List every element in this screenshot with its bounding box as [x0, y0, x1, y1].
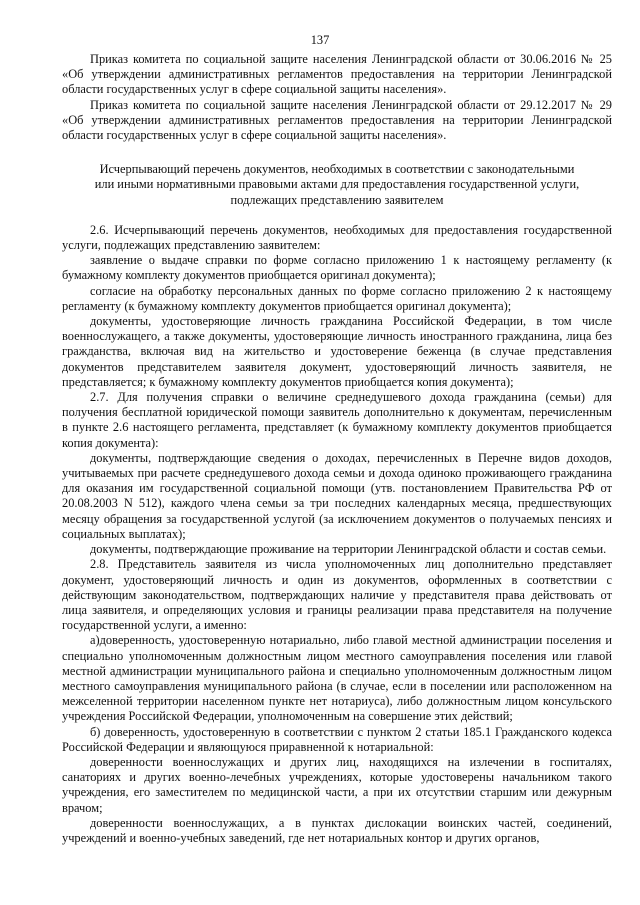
paragraph: 2.7. Для получения справки о величине среднедушевого дохода гражданина (семьи) для получения бесплатной юридической помощи заявитель дополнительно к документам, перечисленным в пункте 2.6 настоящего регламента, представляет (к бумажному комплекту документов приобщается копия документа):	[62, 390, 612, 450]
paragraph: согласие на обработку персональных данных по форме согласно приложению 2 к настоящему регламенту (к бумажному комплекту документов приобщается оригинал документа);	[62, 283, 612, 313]
heading-line: или иными нормативными правовыми актами для предоставления государственной услуги,	[94, 177, 580, 192]
paragraph: доверенности военнослужащих, а в пунктах дислокации воинских частей, соединений, учреждений и военно-учебных заведений, где нет нотариальных контор и других органов,	[62, 815, 612, 845]
paragraph: 2.8. Представитель заявителя из числа уполномоченных лиц дополнительно представляет документ, удостоверяющий личность и один из документов, оформленных в соответствии с действующим законодательством, подтверждающих наличие у представителя права действовать от лица заявителя, и определяющих условия и границы реализации права представителя на получение государственной услуги, а именно:	[62, 557, 612, 633]
section-heading	[62, 162, 612, 208]
heading-line: подлежащих представлению заявителем	[230, 192, 444, 207]
page-number: 137	[310, 33, 330, 47]
order-paragraph: Приказ комитета по социальной защите населения Ленинградской области от 30.06.2016 № 25 «Об утверждении административных регламентов предоставления на территории Ленинградской области государственных услуг в сфере социальной защиты населения».	[62, 52, 612, 97]
heading-line: Исчерпывающий перечень документов, необходимых в соответствии с законодательными	[99, 162, 575, 177]
paragraph: заявление о выдаче справки по форме согласно приложению 1 к настоящему регламенту (к бумажному комплекту документов приобщается оригинал документа);	[62, 253, 612, 283]
paragraph: б) доверенность, удостоверенную в соответствии с пунктом 2 статьи 185.1 Гражданского кодекса Российской Федерации и являющуюся приравненной к нотариальной:	[62, 724, 612, 754]
paragraph: документы, подтверждающие проживание на территории Ленинградской области и состав семьи.	[90, 542, 607, 557]
paragraph: документы, подтверждающие сведения о доходах, перечисленных в Перечне видов доходов, учитываемых при расчете среднедушевого дохода семьи и дохода одиноко проживающего гражданина для оказания им государственной социальной помощи (утв. постановлением Правительства РФ от 20.08.2003 N 512), каждого члена семьи за три последних календарных месяца, предшествующих месяцу обращения за государственной услугой (за исключением документов о получаемых пенсиях и социальных выплатах);	[62, 450, 612, 541]
paragraph: а)доверенность, удостоверенную нотариально, либо главой местной администрации поселения и специально уполномоченным должностным лицом местного самоуправления поселения или главой местной администрации муниципального района и специально уполномоченным должностным лицом местного самоуправления муниципального района (в случае, если в поселении или расположенном на межселенной территории населенном пункте нет нотариуса), либо должностным лицом консульского учреждения Российской Федерации, уполномоченным на совершение этих действий;	[62, 633, 612, 724]
paragraph: 2.6. Исчерпывающий перечень документов, необходимых для предоставления государственной услуги, подлежащих представлению заявителем:	[62, 222, 612, 253]
order-paragraph: Приказ комитета по социальной защите населения Ленинградской области от 29.12.2017 № 29 «Об утверждении административных регламентов предоставления на территории Ленинградской области государственных услуг в сфере социальной защиты населения».	[62, 97, 612, 143]
paragraph: доверенности военнослужащих и других лиц, находящихся на излечении в госпиталях, санаториях и других военно-лечебных учреждениях, которые удостоверены начальником такого учреждения, его заместителем по медицинской части, а при их отсутствии старшим или дежурным врачом;	[62, 754, 612, 815]
paragraph: документы, удостоверяющие личность гражданина Российской Федерации, в том числе военнослужащего, а также документы, удостоверяющие личность иностранного гражданина, лица без гражданства, включая вид на жительство и удостоверение беженца (в случае представления документов представителем заявителя документ, удостоверяющий личность заявителя, не представляется; к бумажному комплекту документов приобщается копия документа);	[62, 314, 612, 389]
document-body	[62, 52, 612, 846]
